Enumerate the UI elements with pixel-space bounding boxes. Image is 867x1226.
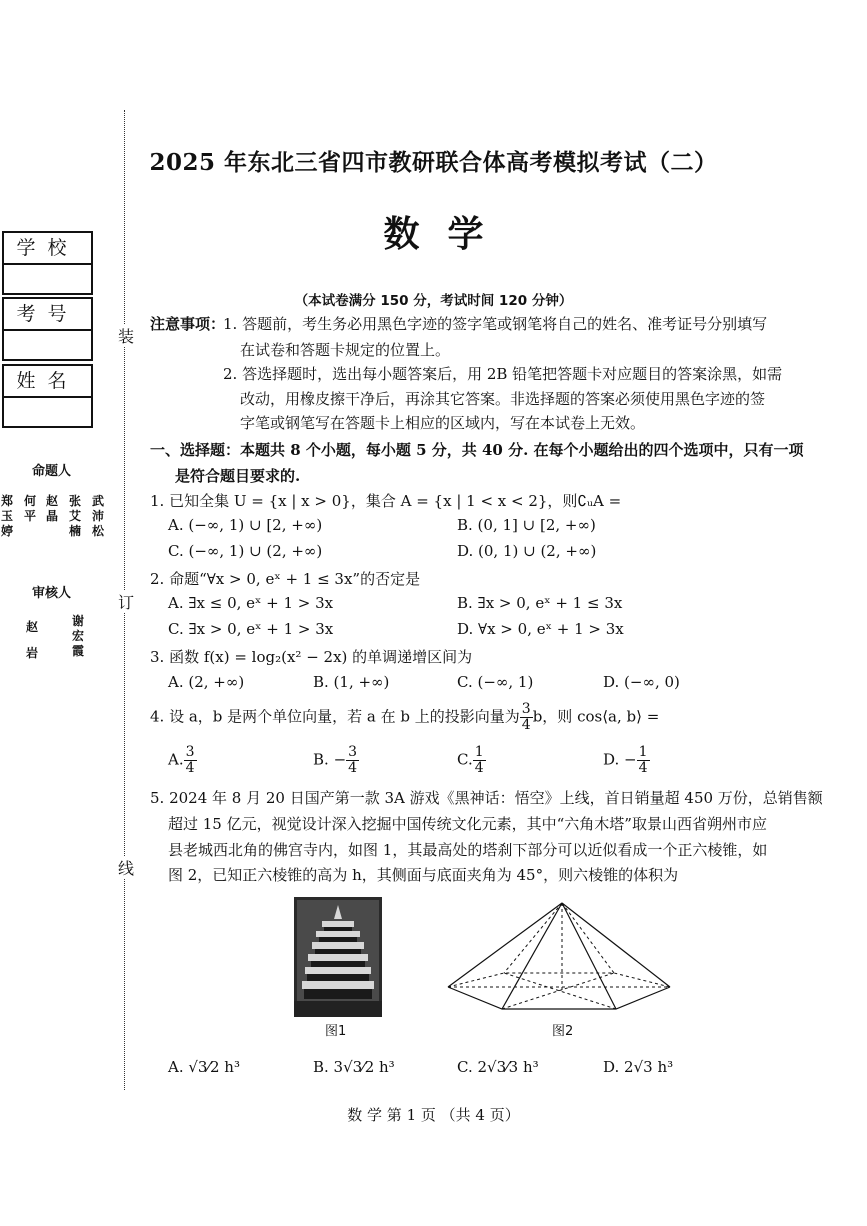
fraction-num: 3 <box>348 744 358 760</box>
question-stem: 2. 命题“∀x > 0, eˣ + 1 ≤ 3x”的否定是 <box>150 570 421 588</box>
option-d <box>603 745 650 776</box>
cut-mark: 订 <box>118 590 134 613</box>
question-stem: 超过 15 亿元，视觉设计深入挖掘中国传统文化元素，其中“六角木塔”取景山西省朔州市应 <box>168 815 767 833</box>
section-heading: 是符合题目要求的. <box>175 467 301 485</box>
exam-title: 2025 年东北三省四市教研联合体高考模拟考试（二） <box>149 149 718 176</box>
option-letter: D. <box>603 750 620 769</box>
fraction <box>346 745 359 776</box>
hexagonal-pyramid-diagram <box>446 897 672 1019</box>
option-letter: C. <box>457 750 473 769</box>
name-label: 姓名 <box>4 366 91 398</box>
notes-item: 1. 答题前，考生务必用黑色字迹的签字笔或钢笔将自己的姓名、准考证号分别填写 <box>223 315 768 333</box>
question-stem: 1. 已知全集 U = {x | x > 0}，集合 A = {x | 1 < x < 2}，则∁ᵤA = <box>150 492 622 510</box>
author-name: 郑玉婷 <box>0 494 13 538</box>
question-stem-post: b，则 cos⟨a, b⟩ = <box>532 707 660 726</box>
exam-subject: 数学 <box>383 213 512 255</box>
question-stem <box>150 702 659 733</box>
option-d: D. (0, 1) ∪ (2, +∞) <box>457 542 597 560</box>
figure-caption: 图2 <box>552 1024 574 1039</box>
fraction-den: 4 <box>474 760 484 776</box>
fraction-num: 1 <box>474 744 484 760</box>
option-d: D. (−∞, 0) <box>603 673 680 691</box>
fraction <box>520 702 533 733</box>
option-c <box>457 745 486 776</box>
author-name: 武沛松 <box>91 494 104 538</box>
question-stem: 5. 2024 年 8 月 20 日国产第一款 3A 游戏《黑神话：悟空》上线，首日销量超 450 万份，总销售额 <box>150 789 823 807</box>
notes-item: 改动，用橡皮擦干净后，再涂其它答案。非选择题的答案必须使用黑色字迹的签 <box>240 390 766 408</box>
option-c: C. ∃x > 0, eˣ + 1 > 3x <box>168 620 334 638</box>
section-heading: 一、选择题：本题共 8 个小题，每小题 5 分，共 40 分. 在每个小题给出的四个选项中，只有一项 <box>150 441 804 459</box>
option-letter: B. <box>313 750 329 769</box>
option-a: A. (2, +∞) <box>168 673 245 691</box>
reviewers-label: 审核人 <box>32 586 72 601</box>
option-letter: A. <box>168 750 184 769</box>
option-b: B. ∃x > 0, eˣ + 1 ≤ 3x <box>457 594 623 612</box>
figure-caption: 图1 <box>325 1024 347 1039</box>
cut-mark: 装 <box>118 324 134 347</box>
author-name: 何平 <box>23 494 36 523</box>
option-c: C. 2√3⁄3 h³ <box>457 1058 539 1076</box>
fraction-den: 4 <box>185 760 195 776</box>
reviewer-name: 谢宏霞 <box>71 614 84 658</box>
notes-item: 字笔或钢笔写在答题卡上相应的区域内，写在本试卷上无效。 <box>240 414 646 432</box>
notes-item: 在试卷和答题卡规定的位置上。 <box>240 341 451 359</box>
option-c: C. (−∞, 1) ∪ (2, +∞) <box>168 542 323 560</box>
number-field[interactable] <box>4 331 91 359</box>
reviewer-name: 赵岩 <box>25 620 38 660</box>
question-stem: 县老城西北角的佛宫寺内，如图 1，其最高处的塔刹下部分可以近似看成一个正六棱锥，如 <box>168 841 768 859</box>
option-sign: − <box>624 750 637 769</box>
question-stem-pre: 4. 设 a，b 是两个单位向量，若 a 在 b 上的投影向量为 <box>150 707 520 726</box>
author-name: 张艾楠 <box>68 494 81 538</box>
option-c: C. (−∞, 1) <box>457 673 534 691</box>
fraction-num: 3 <box>521 701 531 717</box>
name-field[interactable] <box>4 398 91 426</box>
name-box <box>2 364 93 428</box>
option-a: A. (−∞, 1) ∪ [2, +∞) <box>168 516 323 534</box>
option-d: D. ∀x > 0, eˣ + 1 > 3x <box>457 620 624 638</box>
option-b: B. (1, +∞) <box>313 673 390 691</box>
fraction <box>637 745 650 776</box>
fraction-num: 3 <box>185 744 195 760</box>
notes-item: 2. 答选择题时，选出每小题答案后，用 2B 铅笔把答题卡对应题目的答案涂黑，如需 <box>223 365 783 383</box>
author-name: 赵晶 <box>45 494 58 523</box>
option-a <box>168 745 197 776</box>
question-stem: 3. 函数 f(x) = log₂(x² − 2x) 的单调递增区间为 <box>150 648 473 666</box>
authors-label: 命题人 <box>32 464 72 479</box>
exam-info: （本试卷满分 150 分，考试时间 120 分钟） <box>294 293 573 309</box>
cut-mark: 线 <box>118 856 134 879</box>
option-b <box>313 745 359 776</box>
option-a: A. ∃x ≤ 0, eˣ + 1 > 3x <box>168 594 334 612</box>
page-footer: 数 学 第 1 页 （共 4 页） <box>347 1106 520 1124</box>
fraction-num: 1 <box>638 744 648 760</box>
fraction <box>184 745 197 776</box>
number-label: 考号 <box>4 299 91 331</box>
option-a: A. √3⁄2 h³ <box>168 1058 240 1076</box>
fraction-den: 4 <box>638 760 648 776</box>
option-sign: − <box>333 750 347 769</box>
notes-label: 注意事项： <box>150 315 226 333</box>
option-b: B. 3√3⁄2 h³ <box>313 1058 395 1076</box>
fraction-den: 4 <box>348 760 358 776</box>
fraction-den: 4 <box>521 717 531 733</box>
pagoda-photo <box>294 897 382 1017</box>
option-d: D. 2√3 h³ <box>603 1058 674 1076</box>
option-b: B. (0, 1] ∪ [2, +∞) <box>457 516 596 534</box>
fraction <box>473 745 486 776</box>
question-stem: 图 2，已知正六棱锥的高为 h，其侧面与底面夹角为 45°，则六棱锥的体积为 <box>168 866 679 884</box>
school-label: 学校 <box>4 233 91 265</box>
